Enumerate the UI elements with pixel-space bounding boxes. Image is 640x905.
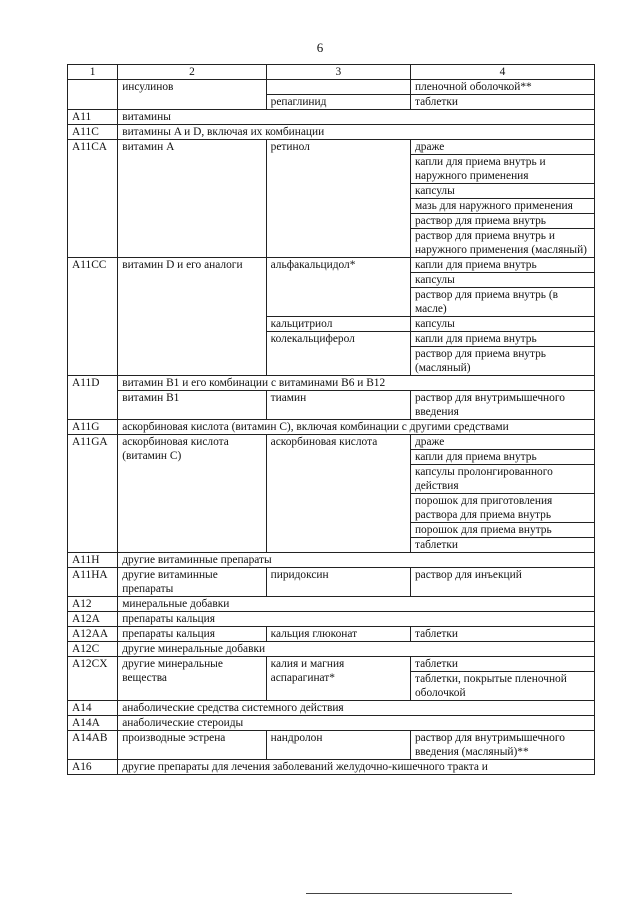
group-name-cell: другие препараты для лечения заболеваний желудочно-кишечного тракта и	[118, 760, 595, 775]
code-cell: A12C	[68, 642, 118, 657]
header-cell: 3	[266, 65, 410, 80]
form-cell: капли для приема внутрь	[410, 450, 594, 465]
drug-cell: тиамин	[266, 391, 410, 420]
group-name-cell: другие витаминные препараты	[118, 553, 595, 568]
form-cell: капли для приема внутрь и наружного применения	[410, 155, 594, 184]
drug-cell: ретинол	[266, 140, 410, 258]
name-cell: инсулинов	[118, 80, 266, 110]
form-cell: капли для приема внутрь	[410, 332, 594, 347]
code-cell: A11HA	[68, 568, 118, 597]
table-row	[68, 420, 595, 435]
code-cell: A14	[68, 701, 118, 716]
table-row	[68, 80, 595, 95]
group-name-cell: препараты кальция	[118, 612, 595, 627]
form-cell: драже	[410, 435, 594, 450]
table-row	[68, 597, 595, 612]
group-name-cell: аскорбиновая кислота (витамин C), включая комбинации с другими средствами	[118, 420, 595, 435]
table-row	[68, 760, 595, 775]
name-cell: другие витаминные препараты	[118, 568, 266, 597]
drug-cell: альфакальцидол*	[266, 258, 410, 317]
drug-cell: пиридоксин	[266, 568, 410, 597]
code-cell: A11D	[68, 376, 118, 420]
form-cell: раствор для приема внутрь (масляный)	[410, 347, 594, 376]
name-cell: аскорбиновая кислота (витамин C)	[118, 435, 266, 553]
form-cell: порошок для приема внутрь	[410, 523, 594, 538]
name-cell: витамин A	[118, 140, 266, 258]
header-row	[68, 65, 595, 80]
code-cell: A12	[68, 597, 118, 612]
table-row	[68, 553, 595, 568]
code-cell	[68, 80, 118, 110]
name-cell: витамин D и его аналоги	[118, 258, 266, 376]
form-cell: раствор для приема внутрь и наружного применения (масляный)	[410, 229, 594, 258]
drug-cell: нандролон	[266, 731, 410, 760]
drug-cell: аскорбиновая кислота	[266, 435, 410, 553]
code-cell: A11	[68, 110, 118, 125]
code-cell: A11H	[68, 553, 118, 568]
form-cell: раствор для приема внутрь (в масле)	[410, 288, 594, 317]
table-row	[68, 110, 595, 125]
header-cell: 4	[410, 65, 594, 80]
code-cell: A11C	[68, 125, 118, 140]
header-cell: 2	[118, 65, 266, 80]
group-name-cell: витамины	[118, 110, 595, 125]
form-cell: раствор для приема внутрь	[410, 214, 594, 229]
table-row	[68, 612, 595, 627]
drug-cell: кальция глюконат	[266, 627, 410, 642]
form-cell: таблетки	[410, 538, 594, 553]
group-name-cell: анаболические стероиды	[118, 716, 595, 731]
form-cell: капсулы	[410, 184, 594, 199]
code-cell: A11CA	[68, 140, 118, 258]
drug-cell: колекальциферол	[266, 332, 410, 376]
code-cell: A12CX	[68, 657, 118, 701]
form-cell: раствор для инъекций	[410, 568, 594, 597]
group-name-cell: витамин B1 и его комбинации с витаминами B6 и B12	[118, 376, 595, 391]
drug-cell	[266, 80, 410, 95]
table-row	[68, 125, 595, 140]
name-cell: другие минеральные вещества	[118, 657, 266, 701]
code-cell: A11GA	[68, 435, 118, 553]
form-cell: порошок для приготовления раствора для приема внутрь	[410, 494, 594, 523]
group-name-cell: анаболические средства системного действия	[118, 701, 595, 716]
code-cell: A14AB	[68, 731, 118, 760]
name-cell: производные эстрена	[118, 731, 266, 760]
form-cell: капсулы	[410, 273, 594, 288]
table-row	[68, 716, 595, 731]
table-row	[68, 435, 595, 450]
code-cell: A14A	[68, 716, 118, 731]
group-name-cell: минеральные добавки	[118, 597, 595, 612]
drug-cell: репаглинид	[266, 95, 410, 110]
table-row	[68, 258, 595, 273]
table-row	[68, 391, 595, 420]
group-name-cell: витамины A и D, включая их комбинации	[118, 125, 595, 140]
page-number: 6	[316, 40, 324, 55]
form-cell: пленочной оболочкой**	[410, 80, 594, 95]
drug-cell: калия и магния аспарагинат*	[266, 657, 410, 701]
table-row	[68, 731, 595, 760]
drug-cell: кальцитриол	[266, 317, 410, 332]
header-cell: 1	[68, 65, 118, 80]
form-cell: таблетки	[410, 627, 594, 642]
form-cell: мазь для наружного применения	[410, 199, 594, 214]
table-row	[68, 701, 595, 716]
form-cell: таблетки, покрытые пленочной оболочкой	[410, 672, 594, 701]
table-row	[68, 642, 595, 657]
form-cell: раствор для внутримышечного введения	[410, 391, 594, 420]
code-cell: A12A	[68, 612, 118, 627]
form-cell: таблетки	[410, 95, 594, 110]
table-row	[68, 376, 595, 391]
drug-table	[67, 64, 595, 775]
form-cell: раствор для внутримышечного введения (масляный)**	[410, 731, 594, 760]
name-cell: препараты кальция	[118, 627, 266, 642]
table-row	[68, 657, 595, 672]
form-cell: капсулы пролонгированного действия	[410, 465, 594, 494]
name-cell: витамин B1	[118, 391, 266, 420]
code-cell: A16	[68, 760, 118, 775]
code-cell: A11G	[68, 420, 118, 435]
code-cell: A12AA	[68, 627, 118, 642]
footer-divider	[306, 893, 512, 894]
table-row	[68, 568, 595, 597]
table-row	[68, 140, 595, 155]
form-cell: таблетки	[410, 657, 594, 672]
form-cell: капсулы	[410, 317, 594, 332]
table-row	[68, 627, 595, 642]
form-cell: капли для приема внутрь	[410, 258, 594, 273]
code-cell: A11CC	[68, 258, 118, 376]
form-cell: драже	[410, 140, 594, 155]
group-name-cell: другие минеральные добавки	[118, 642, 595, 657]
